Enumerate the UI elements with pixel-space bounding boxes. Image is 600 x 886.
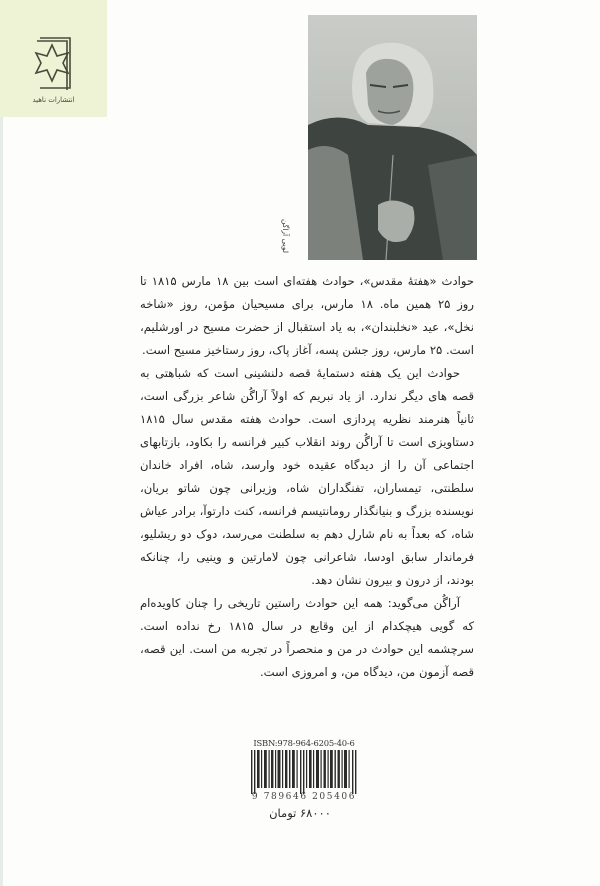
isbn-label: ISBN:978-964-6205-40-6	[253, 738, 355, 748]
isbn-barcode-block	[247, 738, 361, 802]
blurb-paragraph: حوادث «هفتهٔ مقدس»، حوادث هفته‌ای است بین ۱۸ مارس ۱۸۱۵ تا روز ۲۵ همین ماه. ۱۸ مارس، برای مسیحیان مؤمن، روز «شاخه نخل»، عید «نخلبندان»، به یاد استقبال از حضرت مسیح در اورشلیم، است. ۲۵ مارس، روز جشن پسه، آغاز پاک، روز رستاخیز مسیح است.	[140, 274, 475, 357]
price-label: ۶۸۰۰۰ تومان	[269, 806, 331, 820]
back-cover-blurb	[140, 270, 474, 684]
barcode-icon	[247, 750, 361, 794]
publisher-logo-box	[0, 0, 107, 117]
blurb-paragraph: حوادث این یک هفته دستمایهٔ قصه دلنشینی است که شباهتی به قصه های دیگر ندارد. از یاد نبریم که اولاً آراگُن شاعر بزرگی است، ثانیاً هنرمند نظریه پردازی است. حوادث هفته مقدس سال ۱۸۱۵ دستاویزی است تا آراگُن روند انقلاب کبیر فرانسه را بکاود، بازتابهای اجتماعی آن را از دیدگاه عقیده خود وارسد، شاه، افراد خاندان سلطنتی، تیمساران، تفنگداران شاه، وزیرانی چون شاتو بریان، نویسنده بزرگ و بنیانگذار رومانتیسم فرانسه، کنت دارتوآ، برادر عیاش شاه، که بعداً به نام شارل دهم به سلطنت می‌رسد، دوک دو ریشلیو، فرماندار سابق اودسا، شاعرانی چون لامارتین و وینیی را، چنانکه بودند، از درون و بیرون نشان دهد.	[140, 366, 474, 587]
publisher-name: انتشارات ناهید	[32, 96, 75, 104]
author-photo	[308, 15, 477, 260]
photo-caption: لویی آراگن	[281, 219, 290, 253]
cover-left-edge	[0, 117, 3, 886]
eight-pointed-star-book-icon	[22, 32, 82, 92]
barcode-digits: 9 789646 205406	[251, 792, 357, 802]
blurb-paragraph: آراگُن می‌گوید: همه این حوادث راستین تاریخی را چنان کاویده‌ام که گویی هیچکدام از این وقایع در سال ۱۸۱۵ رخ نداده است. سرچشمه این حوادث در من و منحصراً در تجربه من است. این قصه، قصه آزمون من، دیدگاه من، و امروزی است.	[140, 596, 475, 679]
